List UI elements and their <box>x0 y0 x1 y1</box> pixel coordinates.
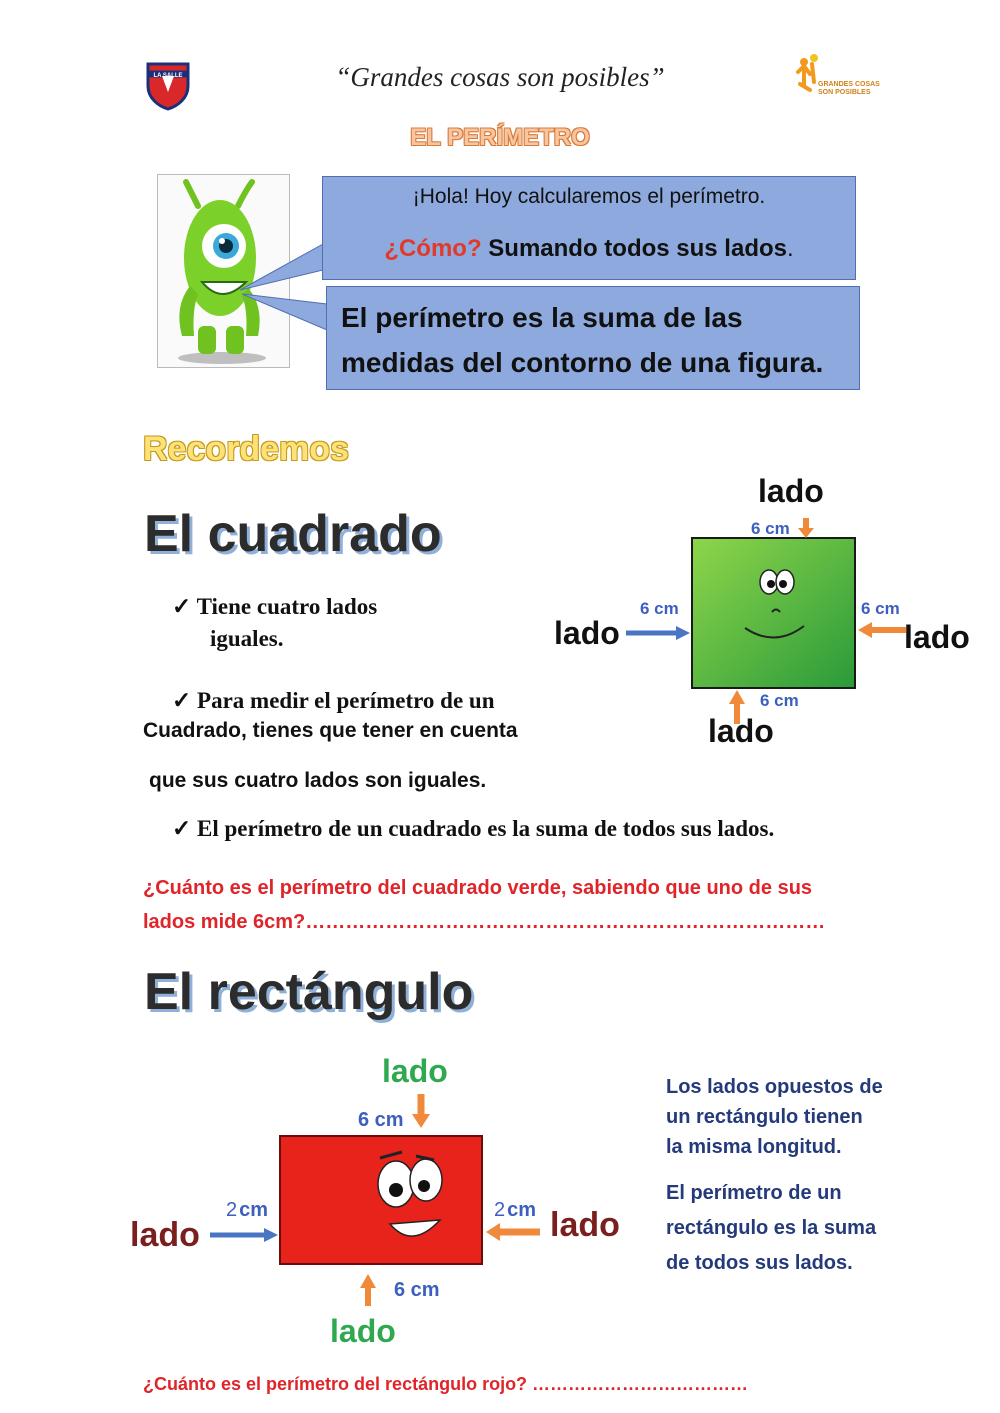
green-square <box>692 538 855 688</box>
red-rectangle <box>280 1136 482 1264</box>
page-title: EL PERÍMETRO <box>410 124 590 151</box>
rect-top-cm: 6 cm <box>358 1109 404 1131</box>
speech-bubble-greeting <box>322 176 856 280</box>
rect-question: ¿Cuánto es el perímetro del rectángulo rojo? ……………………………… <box>143 1374 749 1394</box>
square-right-lado: lado <box>904 619 970 655</box>
rect-info-1-b: un rectángulo tienen <box>666 1106 863 1128</box>
rect-info-1 <box>666 1072 883 1162</box>
speech-bubble-definition <box>326 286 860 390</box>
check-mark-icon: ✓ <box>172 688 198 713</box>
square-check-3 <box>172 816 774 842</box>
recordemos-heading: Recordemos <box>143 430 349 468</box>
rect-info-2-a: El perímetro de un <box>666 1182 842 1204</box>
rect-right-cm-num: 2 <box>494 1199 506 1221</box>
check-mark-icon: ✓ <box>172 594 197 619</box>
rect-left-lado: lado <box>130 1216 200 1254</box>
bubble-pointers <box>236 230 336 350</box>
rect-right-cm-unit: cm <box>507 1199 537 1221</box>
definition-text <box>341 295 823 385</box>
square-check-1 <box>172 594 377 620</box>
motto-text: “Grandes cosas son posibles” <box>335 62 665 92</box>
square-check-2 <box>172 688 494 714</box>
check-mark-icon: ✓ <box>172 816 198 841</box>
square-bottom-cm: 6 cm <box>760 691 799 710</box>
rect-bottom-cm: 6 cm <box>394 1279 440 1301</box>
square-left-lado: lado <box>554 615 620 651</box>
definition-line-1: El perímetro es la suma de las <box>341 302 743 333</box>
square-bottom-lado: lado <box>708 713 774 749</box>
rect-right-lado: lado <box>550 1206 620 1244</box>
rect-top-lado: lado <box>382 1053 448 1089</box>
rectangle-heading: El rectángulo <box>144 963 474 1021</box>
red-rectangle-diagram <box>124 1044 634 1350</box>
square-text-2b: que sus cuatro lados son iguales. <box>149 769 487 792</box>
rect-info-2-b: rectángulo es la suma <box>666 1217 877 1239</box>
square-check-3-text: El perímetro de un cuadrado es la suma de todos sus lados. <box>197 816 775 841</box>
square-check-2-text: Para medir el perímetro de un <box>197 688 495 713</box>
square-heading: El cuadrado <box>144 505 442 563</box>
svg-text:GRANDES COSAS: GRANDES COSAS <box>818 81 880 88</box>
rect-left-cm-unit: cm <box>239 1199 269 1221</box>
square-top-lado: lado <box>758 473 824 509</box>
square-question-a: ¿Cuánto es el perímetro del cuadrado verde, sabiendo que uno de sus <box>143 877 813 899</box>
rect-info-1-a: Los lados opuestos de <box>666 1076 883 1098</box>
square-check-1-text: Tiene cuatro lados <box>196 594 378 619</box>
square-text-2a: Cuadrado, tienes que tener en cuenta <box>143 719 518 742</box>
how-rest: Sumando todos sus lados <box>481 235 787 262</box>
rect-info-2 <box>666 1176 876 1281</box>
how-highlight: ¿Cómo? <box>384 235 482 262</box>
rect-left-cm <box>226 1199 268 1221</box>
rect-bottom-lado: lado <box>330 1313 396 1349</box>
square-right-cm: 6 cm <box>861 599 900 618</box>
svg-text:SON POSIBLES: SON POSIBLES <box>818 89 871 96</box>
rect-info-2-c: de todos sus lados. <box>666 1252 853 1274</box>
how-end: . <box>787 235 794 262</box>
greeting-line: ¡Hola! Hoy calcularemos el perímetro. <box>412 185 766 208</box>
rect-left-cm-num: 2 <box>226 1199 238 1221</box>
green-square-diagram <box>540 470 990 760</box>
definition-line-2: medidas del contorno de una figura. <box>341 347 824 378</box>
square-question-b: lados mide 6cm?…………………………………………………………………… <box>143 911 826 933</box>
square-left-cm: 6 cm <box>640 599 679 618</box>
rect-info-1-c: la misma longitud. <box>666 1136 842 1158</box>
square-check-1-cont: iguales. <box>210 626 284 651</box>
rect-right-cm <box>494 1199 536 1221</box>
grandes-cosas-logo <box>792 52 880 100</box>
how-line <box>323 235 855 263</box>
la-salle-logo-text: LA SALLE <box>153 73 183 79</box>
square-top-cm: 6 cm <box>751 519 790 538</box>
